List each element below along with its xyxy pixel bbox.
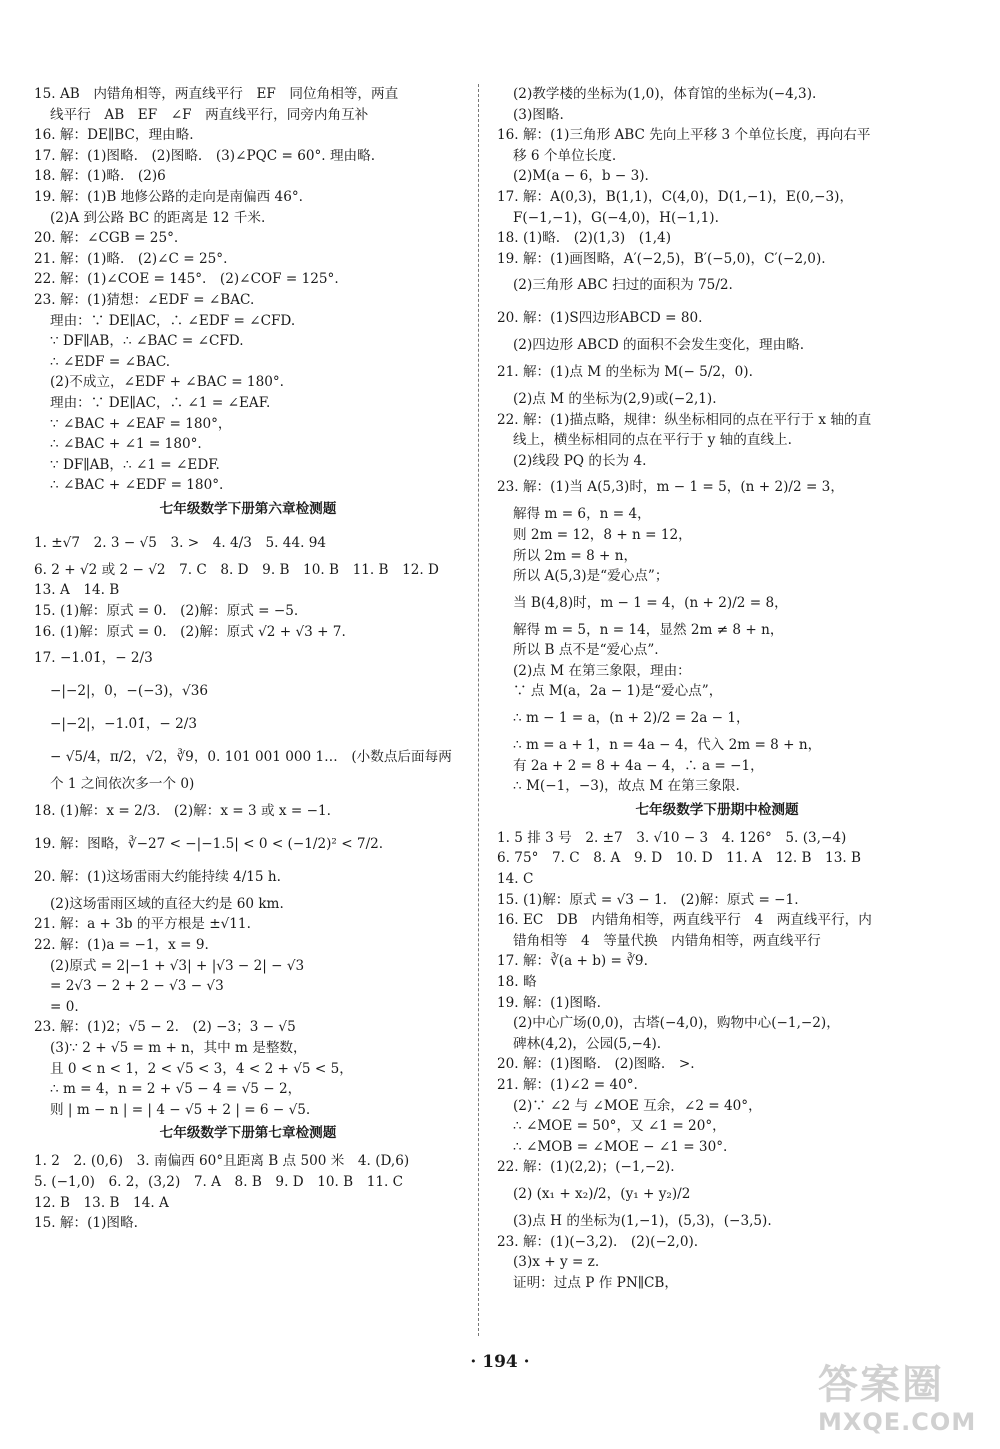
answer-line: 19. 解：图略，∛−27 < −|−1.5| < 0 < (−1/2)² < 7/2. [34, 835, 384, 852]
answer-line: 所以 B 点不是“爱心点”. [513, 642, 659, 659]
answer-line: F(−1,−1)，G(−4,0)，H(−1,1). [513, 209, 719, 226]
answer-line: 移 6 个单位长度. [513, 147, 617, 164]
answer-line: (3)图略. [513, 106, 564, 123]
answer-line: ∵ 点 M(a，2a − 1)是“爱心点”， [513, 683, 723, 700]
page-number: · 194 · [470, 1352, 530, 1372]
answer-line: (2)中心广场(0,0)，古塔(−4,0)，购物中心(−1,−2)， [513, 1015, 840, 1032]
left-column [34, 84, 462, 1234]
answer-line: (2)点 M 的坐标为(2,9)或(−2,1). [513, 390, 717, 407]
watermark-url: MXQE.COM [818, 1408, 977, 1436]
answer-line: 6. 2 + √2 或 2 − √2 7. C 8. D 9. B 10. B 11. B 12. D [34, 561, 439, 578]
answer-line: 证明：过点 P 作 PN∥CB， [513, 1274, 678, 1291]
answer-line: 个 1 之间依次多一个 0) [50, 776, 195, 793]
answer-line: 12. B 13. B 14. A [34, 1194, 169, 1211]
answer-line: ∴ m = a + 1，n = 4a − 4，代入 2m = 8 + n， [513, 737, 822, 754]
answer-line: (2)四边形 ABCD 的面积不会发生变化，理由略. [513, 337, 805, 354]
answer-line: 19. 解：(1)图略. [497, 994, 601, 1011]
answer-line: ∴ ∠BAC + ∠1 = 180°. [50, 436, 202, 453]
answer-line: (2)三角形 ABC 扫过的面积为 75/2. [513, 277, 733, 294]
answer-line: ∵ DF∥AB，∴ ∠1 = ∠EDF. [50, 456, 220, 473]
answer-line: 理由：∵ DE∥AC，∴ ∠1 = ∠EAF. [50, 394, 271, 411]
answer-line: −|−2|，−1.0̇1̇，− 2/3 [50, 716, 198, 733]
answer-line: (3)x + y = z. [513, 1254, 600, 1271]
answer-line: 16. 解：(1)三角形 ABC 先向上平移 3 个单位长度，再向右平 [497, 127, 871, 144]
answer-line: 17. 解：(1)图略. (2)图略. (3)∠PQC = 60°. 理由略. [34, 147, 376, 164]
answer-line: 21. 解：(1)略. (2)∠C = 25°. [34, 250, 228, 267]
answer-line: 1. 5 排 3 号 2. ±7 3. √10 − 3 4. 126° 5. (3,−4) [497, 829, 847, 846]
answer-line: 当 B(4,8)时，m − 1 = 4，(n + 2)/2 = 8， [513, 594, 788, 611]
answer-line: 22. 解：(1)∠COE = 145°. (2)∠COF = 125°. [34, 271, 339, 288]
answer-line: ∴ ∠BAC + ∠EDF = 180°. [50, 477, 224, 494]
answer-line: ∴ ∠EDF = ∠BAC. [50, 353, 171, 370]
answer-line: 22. 解：(1)a = −1，x = 9. [34, 937, 209, 954]
answer-line: 碑林(4,2)，公园(5,−4). [513, 1035, 662, 1052]
answer-line: 23. 解：(1)2；√5 − 2. (2) −3；3 − √5 [34, 1019, 296, 1036]
answer-line: 13. A 14. B [34, 582, 120, 599]
column-divider [478, 84, 479, 1336]
answer-line: 16. 解：DE∥BC，理由略. [34, 127, 194, 144]
answer-line: 20. 解：(1)这场雷雨大约能持续 4/15 h. [34, 868, 281, 885]
watermark [818, 1362, 988, 1444]
answer-line: 19. 解：(1)画图略，A′(−2,5)，B′(−5,0)，C′(−2,0). [497, 250, 826, 267]
answer-line: (2)这场雷雨区域的直径大约是 60 km. [50, 895, 284, 912]
answer-line: 20. 解：∠CGB = 25°. [34, 230, 179, 247]
right-column [497, 84, 937, 1293]
answer-line: 17. −1.0̇1̇，− 2/3 [34, 650, 153, 667]
section-heading: 七年级数学下册第七章检测题 [159, 1125, 337, 1142]
answer-line: 20. 解：(1)图略. (2)图略. >. [497, 1056, 695, 1073]
answer-line: 18. 略 [497, 974, 537, 990]
answer-line: 14. C [497, 871, 534, 888]
answer-line: (2)不成立，∠EDF + ∠BAC = 180°. [50, 374, 285, 391]
answer-line: (2)教学楼的坐标为(1,0)，体育馆的坐标为(−4,3). [513, 86, 817, 102]
answer-line: 23. 解：(1)(−3,2). (2)(−2,0). [497, 1233, 699, 1250]
answer-line: ∴ m = 4，n = 2 + √5 − 4 = √5 − 2， [50, 1081, 302, 1098]
answer-line: 则 2m = 12，8 + n = 12， [513, 526, 692, 543]
answer-line: 有 2a + 2 = 8 + 4a − 4，∴ a = −1， [513, 757, 764, 774]
section-heading: 七年级数学下册期中检测题 [635, 801, 799, 818]
answer-line: 21. 解：(1)点 M 的坐标为 M(− 5/2，0). [497, 363, 753, 380]
answer-line: 15. (1)解：原式 = 0. (2)解：原式 = −5. [34, 603, 299, 620]
answer-line: 1. 2 2. (0,6) 3. 南偏西 60°且距离 B 点 500 米 4. (D,6) [34, 1153, 410, 1170]
answer-line: 则 | m − n | = | 4 − √5 + 2 | = 6 − √5. [50, 1101, 311, 1118]
answer-line: 15. 解：(1)图略. [34, 1215, 138, 1232]
answer-line: 23. 解：(1)猜想：∠EDF = ∠BAC. [34, 291, 255, 308]
answer-line: (2)A 到公路 BC 的距离是 12 千米. [50, 209, 266, 226]
answer-line: 6. 75° 7. C 8. A 9. D 10. D 11. A 12. B 13. B [497, 850, 861, 867]
answer-line: 23. 解：(1)当 A(5,3)时，m − 1 = 5，(n + 2)/2 = 3， [497, 479, 844, 496]
answer-line: ∴ M(−1，−3)，故点 M 在第三象限. [513, 778, 740, 795]
answer-line: (2)点 M 在第三象限，理由： [513, 662, 691, 679]
answer-line: = 0. [50, 998, 79, 1015]
answer-line: ∴ m − 1 = a，(n + 2)/2 = 2a − 1， [513, 710, 750, 727]
answer-line: 解得 m = 5，n = 14，显然 2m ≠ 8 + n， [513, 621, 784, 638]
answer-line: 所以 2m = 8 + n， [513, 547, 638, 564]
answer-line: (2)原式 = 2|−1 + √3| + |√3 − 2| − √3 [50, 957, 305, 974]
answer-line: 错角相等 4 等量代换 内错角相等，两直线平行 [513, 932, 821, 949]
answer-line: 16. EC DB 内错角相等，两直线平行 4 两直线平行，内 [497, 912, 872, 929]
answer-line: (2)M(a − 6，b − 3). [513, 168, 649, 185]
watermark-logo: 答案圈 [818, 1362, 944, 1408]
answer-line: 解得 m = 6，n = 4， [513, 506, 651, 523]
answer-line: ∵ ∠BAC + ∠EAF = 180°， [50, 415, 232, 432]
answer-line: 20. 解：(1)S四边形ABCD = 80. [497, 310, 703, 327]
answer-line: 21. 解：a + 3b 的平方根是 ±√11. [34, 916, 251, 933]
answer-line: 17. 解：A(0,3)，B(1,1)，C(4,0)，D(1,−1)，E(0,−3)， [497, 188, 854, 205]
section-heading: 七年级数学下册第六章检测题 [159, 500, 337, 517]
answer-line: − √5/4，π/2，√2，∛9，0. 101 001 000 1… (小数点后面每两 [50, 749, 452, 766]
answer-line: 1. ±√7 2. 3 − √5 3. > 4. 4/3 5. 44. 94 [34, 534, 327, 551]
answer-line: 理由：∵ DE∥AC，∴ ∠EDF = ∠CFD. [50, 312, 296, 329]
answer-line: 18. (1)解：x = 2/3. (2)解：x = 3 或 x = −1. [34, 802, 331, 819]
answer-line: 16. (1)解：原式 = 0. (2)解：原式 √2 + √3 + 7. [34, 623, 346, 640]
answer-line: 22. 解：(1)描点略，规律：纵坐标相同的点在平行于 x 轴的直 [497, 411, 872, 428]
answer-line: 19. 解：(1)B 地修公路的走向是南偏西 46°. [34, 188, 303, 205]
answer-line: (3)∵ 2 + √5 = m + n，其中 m 是整数， [50, 1040, 307, 1056]
answer-line: 17. 解：∛(a + b) = ∛9. [497, 953, 648, 970]
answer-line: 15. (1)解：原式 = √3 − 1. (2)解：原式 = −1. [497, 891, 799, 908]
answer-line: (2) (x₁ + x₂)/2，(y₁ + y₂)/2 [513, 1185, 691, 1202]
answer-line: 21. 解：(1)∠2 = 40°. [497, 1076, 638, 1093]
answer-line: ∴ ∠MOE = 50°，又 ∠1 = 20°， [513, 1118, 726, 1135]
answer-line: (2)∵ ∠2 与 ∠MOE 互余，∠2 = 40°， [513, 1097, 762, 1114]
answer-line: 且 0 < n < 1，2 < √5 < 3，4 < 2 + √5 < 5， [50, 1060, 353, 1077]
answer-line: ∵ DF∥AB，∴ ∠BAC = ∠CFD. [50, 333, 244, 350]
answer-line: 线上，横坐标相同的点在平行于 y 轴的直线上. [513, 432, 792, 449]
answer-line: 22. 解：(1)(2,2)；(−1,−2). [497, 1159, 675, 1176]
answer-line: (3)点 H 的坐标为(1,−1)，(5,3)，(−3,5). [513, 1212, 772, 1229]
answer-line: 线平行 AB EF ∠F 两直线平行，同旁内角互补 [50, 106, 369, 123]
answer-line: ∴ ∠MOB = ∠MOE − ∠1 = 30°. [513, 1138, 728, 1155]
answer-line: 5. (−1,0) 6. 2，(3,2) 7. A 8. B 9. D 10. B 11. C [34, 1173, 404, 1190]
answer-line: = 2√3 − 2 + 2 − √3 − √3 [50, 978, 224, 995]
answer-line: 18. (1)略. (2)(1,3) (1,4) [497, 230, 672, 247]
answer-line: 所以 A(5,3)是“爱心点”； [513, 568, 669, 585]
answer-line: −|−2|，0，−(−3)，√36 [50, 683, 209, 700]
answer-line: (2)线段 PQ 的长为 4. [513, 452, 647, 469]
answer-line: 18. 解：(1)略. (2)6 [34, 168, 166, 185]
answer-line: 15. AB 内错角相等，两直线平行 EF 同位角相等，两直 [34, 86, 399, 102]
